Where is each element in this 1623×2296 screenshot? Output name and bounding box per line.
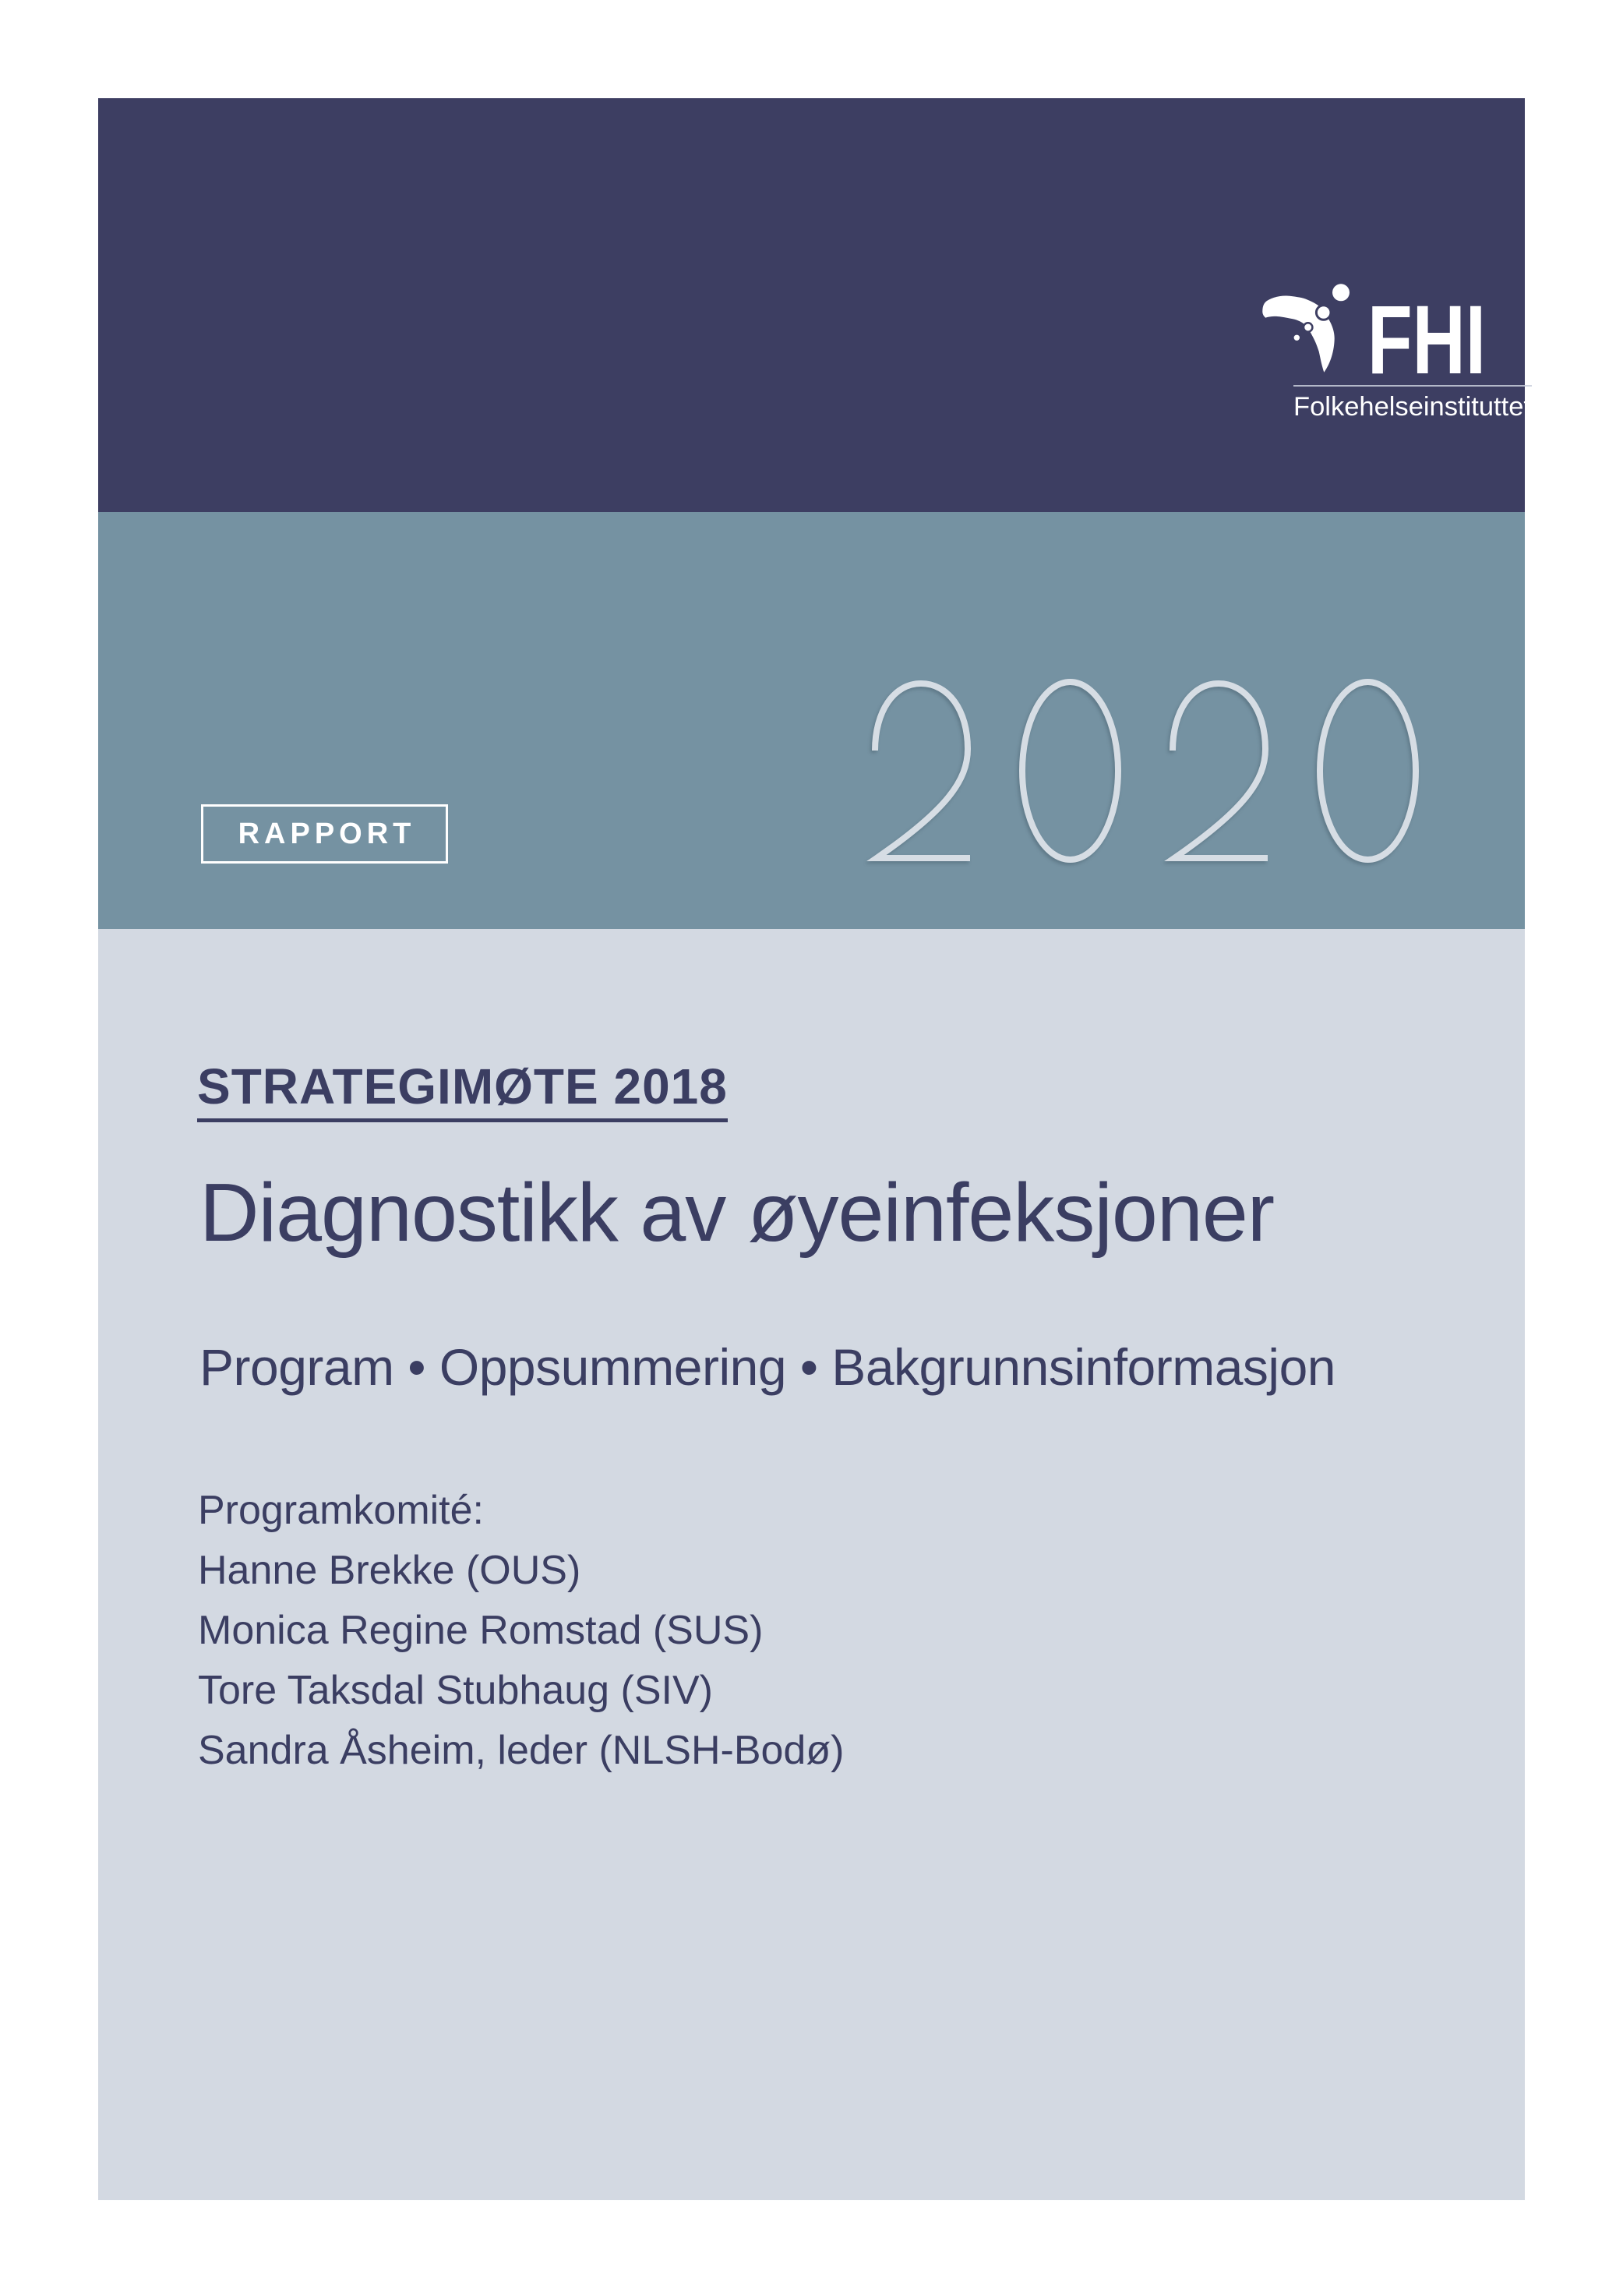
fhi-logo bbox=[1259, 281, 1540, 426]
logo-organization-text: Folkehelseinstituttet bbox=[1293, 392, 1532, 422]
page-title: Diagnostikk av øyeinfeksjoner bbox=[199, 1167, 1275, 1259]
committee-member: Monica Regine Romstad (SUS) bbox=[198, 1608, 764, 1653]
committee-member: Sandra Åsheim, leder (NLSH-Bodø) bbox=[198, 1728, 845, 1773]
committee-member: Tore Taksdal Stubhaug (SIV) bbox=[198, 1668, 713, 1713]
committee-heading: Programkomité: bbox=[198, 1488, 484, 1533]
kicker-wrap bbox=[197, 1058, 728, 1122]
committee-block bbox=[198, 1481, 844, 1781]
year-display bbox=[870, 679, 1419, 863]
subtitle: Program • Oppsummering • Bakgrunnsinformasjon bbox=[199, 1338, 1335, 1396]
person-swoosh-icon bbox=[1262, 284, 1350, 372]
report-type-label: RAPPORT bbox=[238, 817, 416, 850]
logo-brand-text: FHI bbox=[1367, 286, 1486, 394]
committee-member: Hanne Brekke (OUS) bbox=[198, 1548, 581, 1593]
kicker-heading: STRATEGIMØTE 2018 bbox=[197, 1061, 728, 1122]
report-type-badge bbox=[201, 804, 448, 864]
header-band bbox=[98, 98, 1532, 512]
year-glyphs bbox=[875, 682, 1416, 860]
